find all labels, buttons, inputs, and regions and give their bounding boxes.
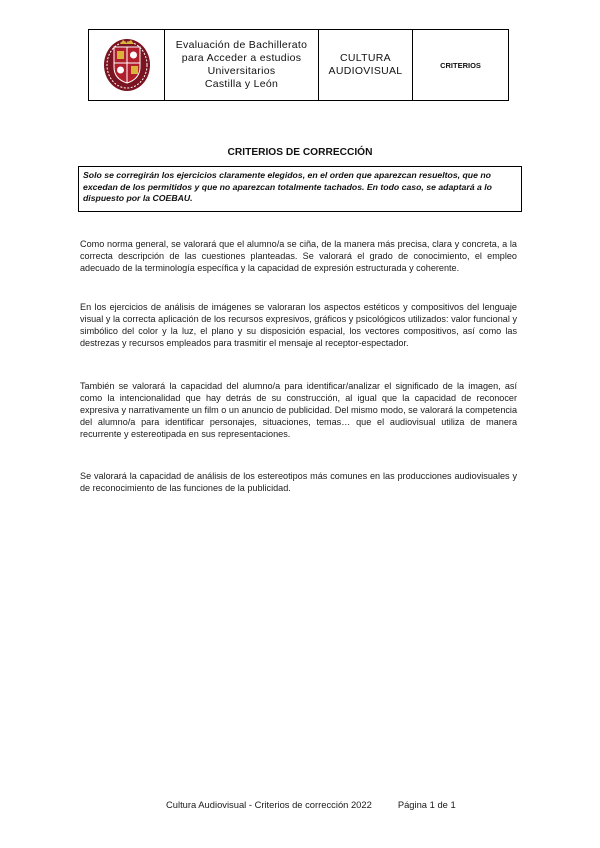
paragraph-stereotypes: Se valorará la capacidad de análisis de los estereotipos más comunes en las producciones audiovisuales y de reconocimiento de las funciones de la publicidad. (80, 471, 517, 493)
paragraph-meaning: También se valorará la capacidad del alumno/a para identificar/analizar el significado de la imagen, así como la intencionalidad que hay detrás de su construcción, al igual que la capacidad de reconocer expresiva y narrativamente un film o un anuncio de publicidad. Del mismo modo, se valorará la competencia del alumno/a para identificar personajes, situaciones, temas… que el audiovisual utiliza de manera recurrente y estereotipada en sus representaciones. (80, 381, 517, 439)
subject-cell (319, 30, 413, 101)
exam-title-line: Universitarios (207, 65, 276, 77)
exam-title-line: Castilla y León (204, 78, 279, 90)
paragraph-general: Como norma general, se valorará que el alumno/a se ciña, de la manera más precisa, clara y concreta, a la correcta descripción de las cuestiones planteadas. Se valorará el grado de conocimiento, el empleo adecuado de la terminología específica y la capacidad de expresión estructurada y coherente. (80, 239, 517, 273)
footer-text: Cultura Audiovisual - Criterios de corrección 2022 (166, 799, 372, 810)
header-table (88, 29, 509, 101)
page-footer (166, 799, 456, 810)
section-title: CRITERIOS DE CORRECCIÓN (227, 147, 373, 158)
exam-title-line: Evaluación de Bachillerato (175, 39, 308, 51)
subject-line: AUDIOVISUAL (328, 65, 403, 77)
university-crest-icon (102, 37, 152, 93)
logo-cell (89, 30, 165, 101)
exam-title-line: para Acceder a estudios (181, 52, 302, 64)
exam-title-cell (165, 30, 319, 101)
paragraph-image-analysis: En los ejercicios de análisis de imágenes se valoraran los aspectos estéticos y compositivos del lenguaje visual y la correcta aplicación de los recursos expresivos, gráficos y psicológicos utilizados: valor funcional y simbólico del color y la luz, el plano y su disposición espacial, los vectores compositivos, así como las destrezas y recursos empleados para trasmitir el mensaje al receptor-espectador. (80, 302, 517, 348)
doc-type-cell: CRITERIOS (413, 30, 509, 101)
page-number: Página 1 de 1 (397, 799, 456, 810)
notice-box: Solo se corregirán los ejercicios claramente elegidos, en el orden que aparezcan resueltos, que no excedan de los permitidos y que no aparezcan totalmente tachados. En todo caso, se adaptará a lo dispuesto por la COEBAU. (78, 166, 522, 212)
subject-line: CULTURA (340, 52, 391, 64)
